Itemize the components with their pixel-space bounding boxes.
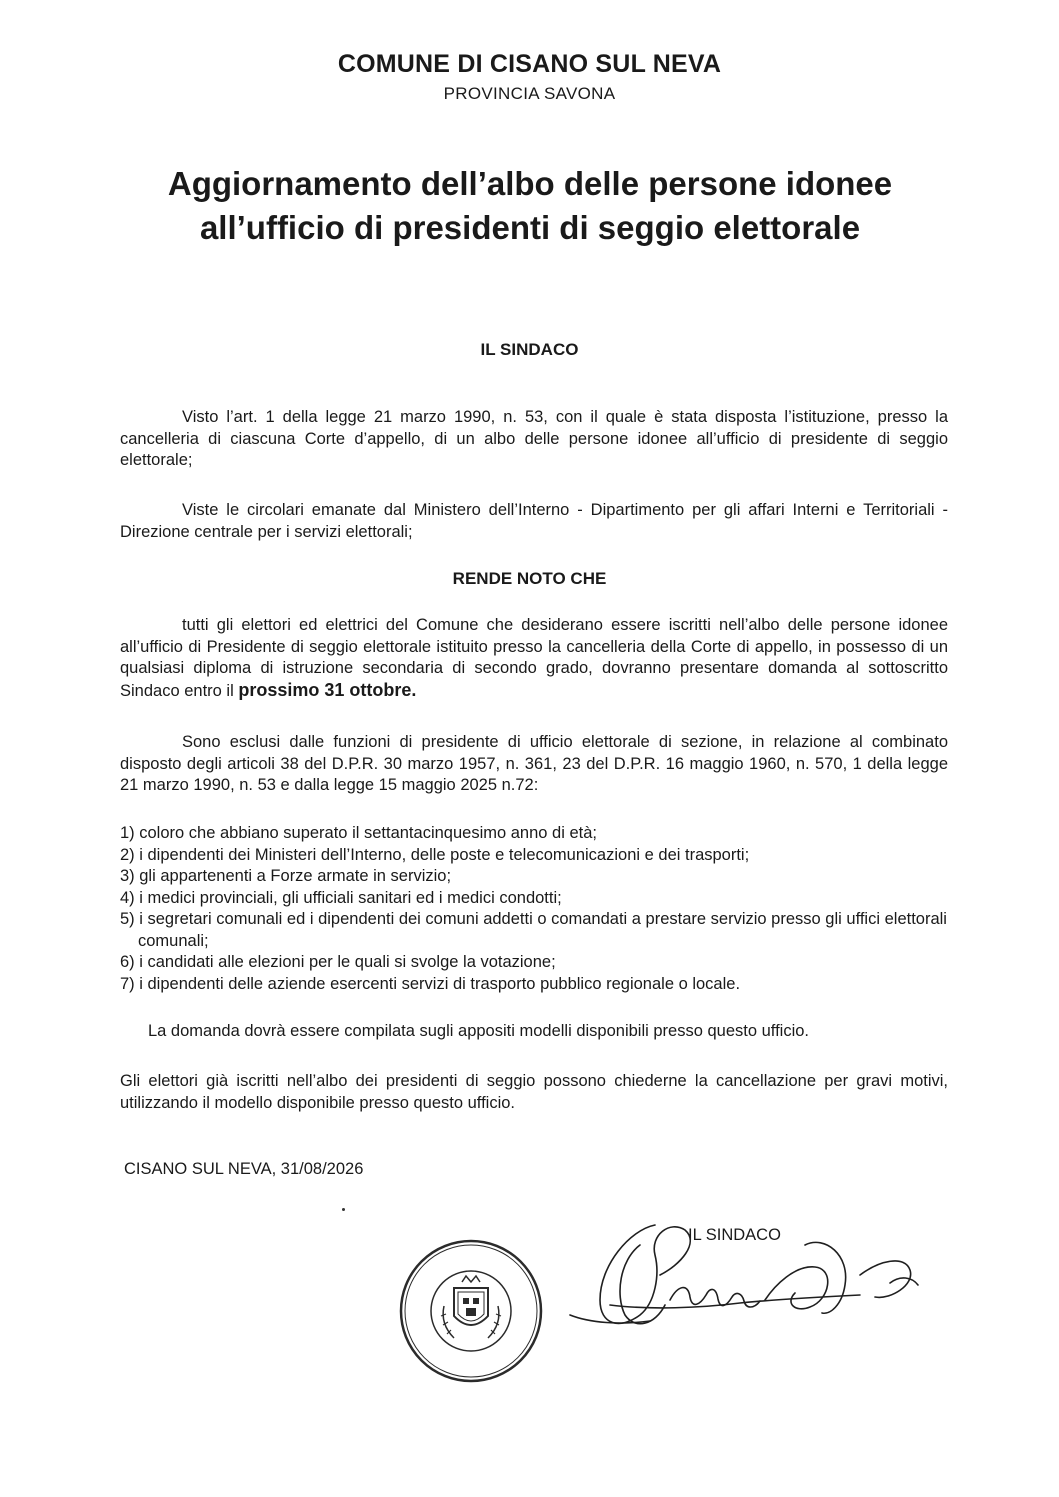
list-item: 6) i candidati alle elezioni per le quali si svolge la votazione; (120, 953, 556, 971)
municipal-seal-stamp-icon (396, 1236, 546, 1386)
list-item: 7) i dipendenti delle aziende esercenti servizi di trasporto pubblico regionale o locale. (120, 974, 741, 993)
place-and-date: CISANO SUL NEVA, 31/08/2026 (124, 1160, 364, 1178)
preamble-paragraph-1: Visto l’art. 1 della legge 21 marzo 1990, n. 53, con il quale è stata disposta l’istituzione, presso la cancelleria di ciascuna Corte d’appello, di un albo delle persone idonee all’ufficio di presidente di seggio elettorale; (120, 408, 948, 469)
ink-speck (342, 1208, 345, 1211)
municipality-name: COMUNE DI CISANO SUL NEVA (337, 50, 722, 78)
handwritten-signature-icon (560, 1205, 940, 1350)
list-item: 3) gli appartenenti a Forze armate in servizio; (120, 867, 452, 885)
list-item: 2) i dipendenti dei Ministeri dell’Interno, delle poste e telecomunicazioni e dei trasporti; (120, 845, 750, 864)
announcement-paragraph (120, 615, 948, 702)
exclusions-intro: Sono esclusi dalle funzioni di presidente di ufficio elettorale di sezione, in relazione al combinato disposto degli articoli 38 del D.P.R. 30 marzo 1957, n. 361, 23 del D.P.R. 16 maggio 1960, n. 570, 1 della legge 21 marzo 1990, n. 53 e dalla legge 15 maggio 2025 n.72: (120, 733, 948, 794)
authority-heading: IL SINDACO (480, 340, 579, 359)
deadline-text: prossimo 31 ottobre. (238, 679, 417, 700)
list-item: 1) coloro che abbiano superato il settantacinquesimo anno di età; (120, 824, 597, 842)
announcement-heading: RENDE NOTO CHE (452, 569, 607, 588)
cancellation-note: Gli elettori già iscritti nell’albo dei presidenti di seggio possono chiederne la cancellazione per gravi motivi, utilizzando il modello disponibile presso questo ufficio. (120, 1072, 948, 1112)
exclusions-list (120, 823, 960, 995)
preamble-paragraph-2: Viste le circolari emanate dal Ministero dell’Interno - Dipartimento per gli affari Interni e Territoriali - Direzione centrale per i servizi elettorali; (120, 501, 948, 541)
list-item: 5) i segretari comunali ed i dipendenti dei comuni addetti o comandati a prestare servizio presso gli uffici elettorali comunali; (120, 910, 947, 950)
announcement-text: tutti gli elettori ed elettrici del Comune che desiderano essere iscritti nell’albo delle persone idonee all’ufficio di Presidente di seggio elettorale istituito presso la cancelleria della Corte di appello, in possesso di un qualsiasi diploma di istruzione secondaria di secondo grado, dovranno presentare domanda al sottoscritto Sindaco entro il (120, 616, 948, 700)
form-note: La domanda dovrà essere compilata sugli appositi modelli disponibili presso questo ufficio. (148, 1022, 809, 1040)
signature-label: IL SINDACO (688, 1226, 781, 1244)
document-title: Aggiornamento dell’albo delle persone idonee all’ufficio di presidenti di seggio elettorale (167, 165, 893, 246)
list-item: 4) i medici provinciali, gli ufficiali sanitari ed i medici condotti; (120, 888, 562, 907)
province-name: PROVINCIA SAVONA (443, 84, 616, 103)
